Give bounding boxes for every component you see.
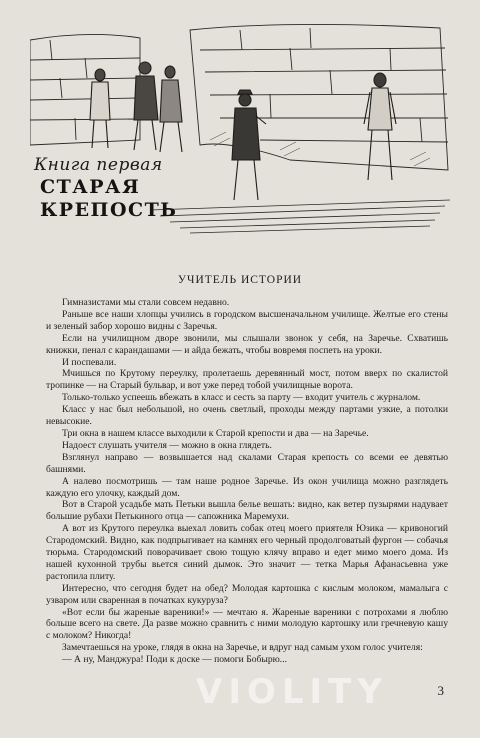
paragraph: Интересно, что сегодня будет на обед? Молодая картошка с кислым молоком, мамалыга с узваром или сваренная в початках кукуруза? <box>46 582 448 606</box>
paragraph: «Вот если бы жареные вареники!» — мечтаю я. Жареные вареники с потрохами я люблю больше всего на свете. Да разве можно сравнить с ними молодую картошку или гречневую кашу с молоком? Никогда! <box>46 606 448 642</box>
book-part-label: Книга первая <box>34 155 163 175</box>
paragraph: Три окна в нашем классе выходили к Старой крепости и два — на Заречье. <box>62 427 369 439</box>
page-number: 3 <box>437 683 444 698</box>
book-title-line2: КРЕПОСТЬ <box>40 199 178 221</box>
paragraph: Только-только успеешь вбежать в класс и сесть за парту — входит учитель с журналом. <box>62 392 421 404</box>
watermark: VIOLITY <box>196 672 388 712</box>
paragraph: Вот в Старой усадьбе мать Петьки вышла белье вешать: видно, как ветер пузырями надувает большие рубахи Петькиного отца — сапожника Маремухи. <box>46 499 448 523</box>
paragraph: Если на училищном дворе звонили, мы слышали звонок у себя, на Заречье. Схватишь книжки, пенал с карандашами — и айда бежать, чтобы вовремя поспеть на уроки. <box>46 332 448 356</box>
paragraph: А вот из Крутого переулка выехал ловить собак отец моего приятеля Юзика — кривоногий Стародомский. Видно, как подпрыгивает на камнях его черный продолговатый фургон — собачья тюрьма. Стародомский поворачивает свою тощую клячу вправо и едет мимо моего дома. Из нашей кухонной трубы вьется синий дымок. Это значит — тетка Марья Афанасьевна уже растопила плиту. <box>46 523 448 582</box>
body-text <box>46 297 448 666</box>
paragraph: Надоест слушать учителя — можно в окна глядеть. <box>62 439 272 451</box>
paragraph: Мчишься по Крутому переулку, пролетаешь деревянный мост, потом вверх по скалистой тропинке — на Старый бульвар, и вот уже перед тобой училищные ворота. <box>46 368 448 392</box>
paragraph: Замечтаешься на уроке, глядя в окна на Заречье, и вдруг над самым ухом голос учителя: <box>62 642 423 654</box>
paragraph: Взглянул направо — возвышается над скалами Старая крепость со всеми ее девятью башнями. <box>46 451 448 475</box>
paragraph: Класс у нас был небольшой, но очень светлый, проходы между партами узкие, а потолки невысокие. <box>46 404 448 428</box>
chapter-title: УЧИТЕЛЬ ИСТОРИИ <box>177 274 303 286</box>
paragraph: Раньше все наши хлопцы учились в городском высшеначальном училище. Желтые его стены и зеленый забор хорошо видны с Заречья. <box>46 308 448 332</box>
book-title-line1: СТАРАЯ <box>40 176 141 198</box>
paragraph: И поспевали. <box>62 356 117 368</box>
paragraph: Гимназистами мы стали совсем недавно. <box>62 297 230 308</box>
paragraph: А налево посмотришь — там наше родное Заречье. Из окон училища можно разглядеть каждую его улочку, каждый дом. <box>46 475 448 499</box>
paragraph: — А ну, Манджура! Поди к доске — помоги Бобырю... <box>62 654 288 666</box>
